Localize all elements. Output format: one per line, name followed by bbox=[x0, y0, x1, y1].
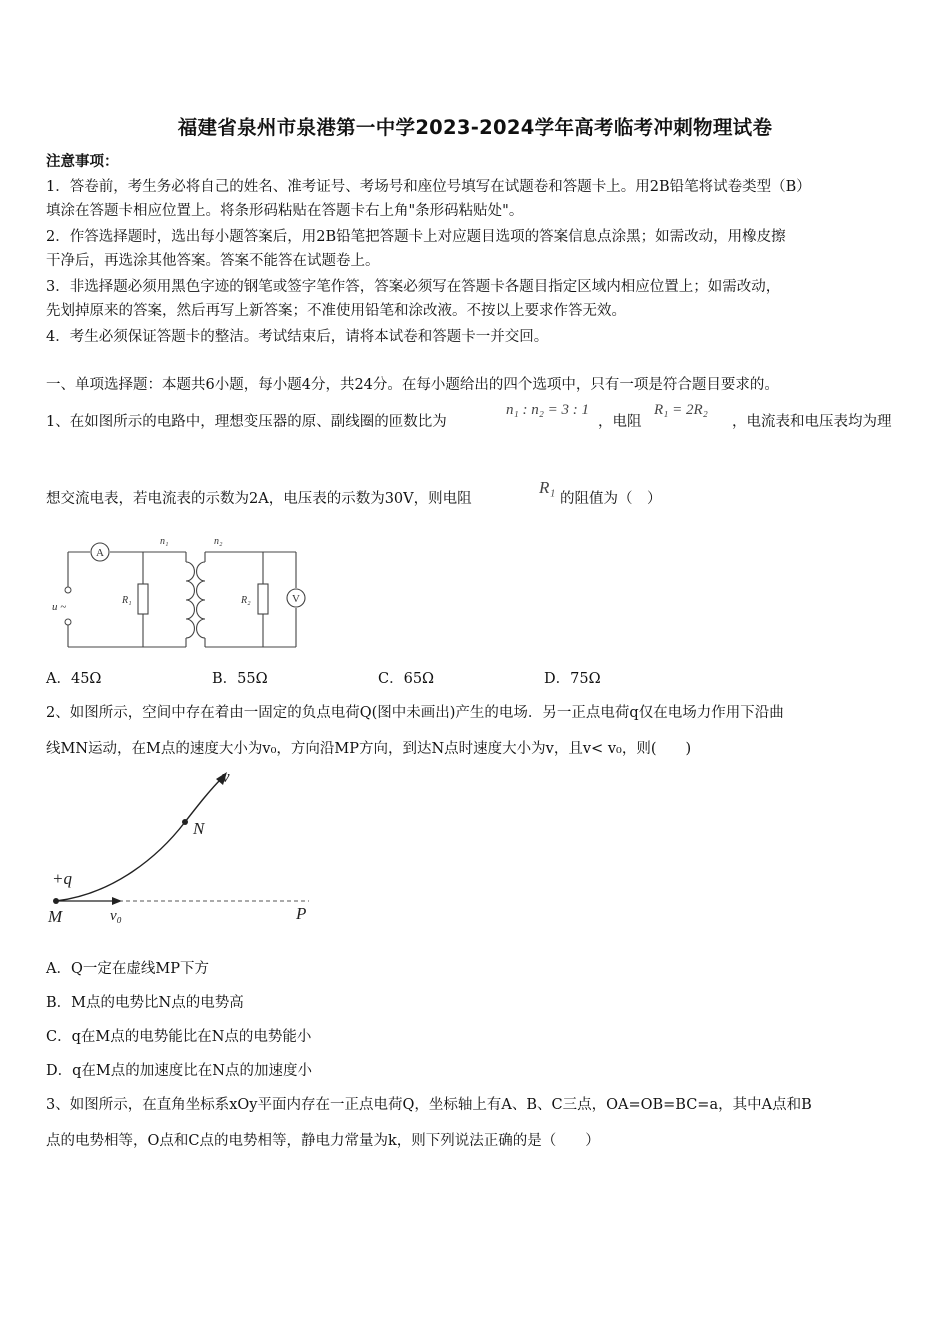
q1-turns-ratio: n₁ : n₂ = 3 : 1 bbox=[506, 402, 590, 418]
label-m: M bbox=[48, 907, 63, 926]
section-heading: 一、单项选择题：本题共6小题，每小题4分，共24分。在每小题给出的四个选项中，只有一项是符合题目要求的。 bbox=[46, 377, 779, 393]
point-m-dot bbox=[53, 898, 59, 904]
option-c: C．q在M点的电势能比在N点的电势能小 bbox=[46, 1029, 312, 1045]
label-q: +q bbox=[52, 869, 72, 888]
notice-line: 4．考生必须保证答题卡的整洁。考试结束后，请将本试卷和答题卡一并交回。 bbox=[46, 329, 549, 345]
transformer-circuit-diagram bbox=[48, 532, 318, 657]
label-n: N bbox=[193, 819, 205, 838]
voltmeter-label: V bbox=[292, 593, 300, 605]
n1-label: n₁ bbox=[160, 536, 169, 547]
q3-stem-line: 点的电势相等，O点和C点的电势相等，静电力常量为k，则下列说法正确的是（ ） bbox=[46, 1133, 600, 1149]
q1-resistance-relation: R₁ = 2R₂ bbox=[654, 402, 708, 418]
label-p: P bbox=[296, 904, 307, 923]
terminal-icon bbox=[65, 587, 71, 593]
source-label: u ~ bbox=[52, 601, 67, 613]
q1-stem-part: 1、在如图所示的电路中，理想变压器的原、副线圈的匝数比为 bbox=[46, 414, 447, 430]
notice-line: 3．非选择题必须用黑色字迹的钢笔或签字笔作答，答案必须写在答题卡各题目指定区域内相应位置上；如需改动， bbox=[46, 279, 781, 295]
page-title: 福建省泉州市泉港第一中学2023-2024学年高考临考冲刺物理试卷 bbox=[177, 116, 773, 139]
q3-stem-line: 3、如图所示，在直角坐标系xOy平面内存在一正点电荷Q，坐标轴上有A、B、C三点，OA=OB=BC=a，其中A点和B bbox=[46, 1097, 812, 1113]
point-n-dot bbox=[182, 819, 188, 825]
r2-label: R₂ bbox=[241, 595, 251, 606]
option-b: B．M点的电势比N点的电势高 bbox=[46, 995, 244, 1011]
option-d: D．75Ω bbox=[544, 671, 601, 687]
q2-stem-line: 线MN运动，在M点的速度大小为v₀，方向沿MP方向，到达N点时速度大小为v，且v< v₀，则( ) bbox=[46, 741, 692, 757]
ammeter-label: A bbox=[96, 547, 104, 559]
q2-stem-line: 2、如图所示，空间中存在着由一固定的负点电荷Q(图中未画出)产生的电场．另一正点电荷q仅在电场力作用下沿曲 bbox=[46, 705, 784, 721]
option-c: C．65Ω bbox=[378, 671, 435, 687]
notice-line: 先划掉原来的答案，然后再写上新答案；不准使用铅笔和涂改液。不按以上要求作答无效。 bbox=[46, 303, 626, 319]
option-a: A．Q一定在虚线MP下方 bbox=[46, 961, 209, 977]
option-d: D．q在M点的加速度比在N点的加速度小 bbox=[46, 1063, 312, 1079]
notice-line: 填涂在答题卡相应位置上。将条形码粘贴在答题卡右上角"条形码粘贴处"。 bbox=[46, 203, 524, 219]
terminal-icon bbox=[65, 619, 71, 625]
r1-label: R₁ bbox=[122, 595, 132, 606]
notice-heading: 注意事项： bbox=[46, 153, 119, 170]
notice-line: 2．作答选择题时，选出每小题答案后，用2B铅笔把答题卡上对应题目选项的答案信息点涂黑；如需改动，用橡皮擦 bbox=[46, 229, 786, 245]
n2-label: n₂ bbox=[214, 536, 223, 547]
voltmeter-icon bbox=[287, 589, 305, 607]
ammeter-icon bbox=[91, 543, 109, 561]
notice-line: 1．答卷前，考生务必将自己的姓名、准考证号、考场号和座位号填写在试题卷和答题卡上。用2B铅笔将试卷类型（B） bbox=[46, 179, 811, 195]
option-b: B．55Ω bbox=[212, 671, 268, 687]
velocity-arrow-icon bbox=[112, 897, 122, 905]
label-v0: v₀ bbox=[110, 908, 122, 924]
q1-stem-part: 想交流电表，若电流表的示数为2A，电压表的示数为30V，则电阻 bbox=[46, 491, 472, 507]
q1-stem-part: 的阻值为（ ） bbox=[560, 491, 662, 507]
q1-stem-part: ，电阻 bbox=[598, 414, 642, 430]
q1-stem-part: ，电流表和电压表均为理 bbox=[732, 414, 892, 430]
notice-line: 干净后，再选涂其他答案。答案不能答在试题卷上。 bbox=[46, 253, 380, 269]
label-v: v bbox=[222, 767, 230, 786]
charge-trajectory-diagram bbox=[44, 766, 324, 931]
q1-r1-symbol: R₁ bbox=[539, 478, 556, 497]
option-a: A．45Ω bbox=[46, 671, 102, 687]
